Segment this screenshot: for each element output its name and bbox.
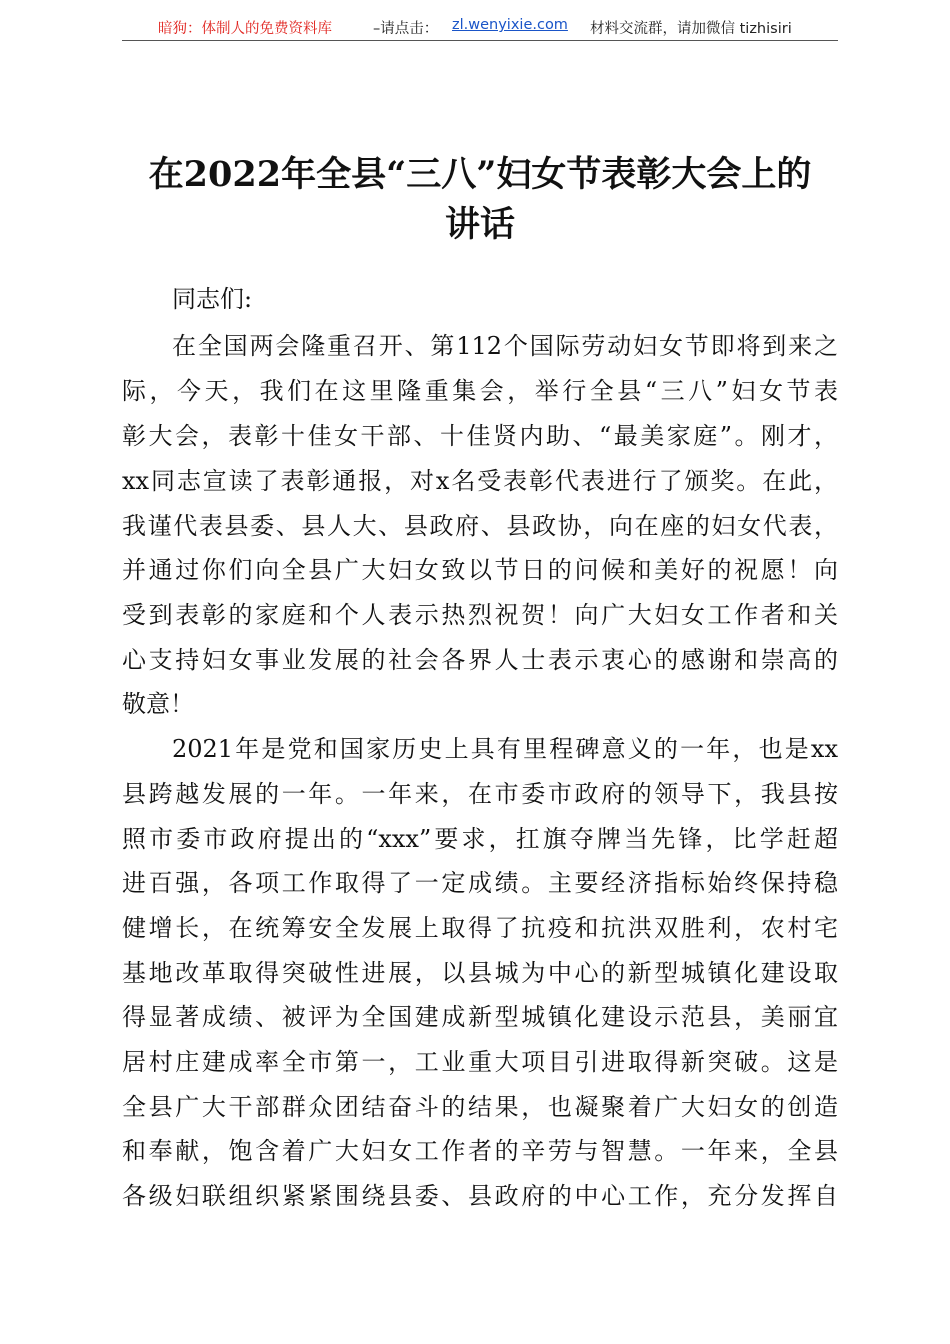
body-line: xx同志宣读了表彰通报，对x名受表彰代表进行了颁奖。在此，: [122, 467, 838, 495]
body-line: 县跨越发展的一年。一年来，在市委市政府的领导下，我县按: [122, 780, 838, 808]
body-line: 各级妇联组织紧紧围绕县委、县政府的中心工作，充分发挥自: [122, 1182, 838, 1210]
document-title-line-1: 在2022年全县“三八”妇女节表彰大会上的: [148, 154, 812, 195]
body-line: 受到表彰的家庭和个人表示热烈祝贺！向广大妇女工作者和关: [122, 601, 838, 629]
body-line: 和奉献，饱含着广大妇女工作者的辛劳与智慧。一年来，全县: [122, 1137, 838, 1165]
body-line: 基地改革取得突破性进展，以县城为中心的新型城镇化建设取: [122, 959, 838, 987]
body-line: 居村庄建成率全市第一，工业重大项目引进取得新突破。这是: [122, 1048, 838, 1076]
header-click-prefix: –请点击：: [373, 21, 439, 37]
page-header: [122, 14, 838, 41]
header-group-info: 材料交流群，请加微信 tizhisiri: [590, 21, 792, 37]
body-line: 全县广大干部群众团结奋斗的结果，也凝聚着广大妇女的创造: [122, 1093, 838, 1121]
body-line: 我谨代表县委、县人大、县政府、县政协，向在座的妇女代表，: [122, 512, 838, 540]
header-brand: 暗狗：体制人的免费资料库: [158, 21, 332, 37]
body-line: 并通过你们向全县广大妇女致以节日的问候和美好的祝愿！向: [122, 556, 838, 584]
body-line: 进百强，各项工作取得了一定成绩。主要经济指标始终保持稳: [122, 869, 838, 897]
body-line: 健增长，在统筹安全发展上取得了抗疫和抗洪双胜利，农村宅: [122, 914, 838, 942]
document-title-line-2: 讲话: [444, 204, 515, 245]
body-line: 得显著成绩、被评为全国建成新型城镇化建设示范县，美丽宜: [122, 1003, 838, 1031]
body-line: 际，今天，我们在这里隆重集会，举行全县“三八”妇女节表: [122, 377, 838, 405]
body-line: 2021年是党和国家历史上具有里程碑意义的一年，也是xx: [172, 735, 838, 763]
body-line: 敬意！: [122, 690, 194, 718]
header-link[interactable]: zl.wenyixie.com: [452, 17, 568, 33]
body-line: 彰大会，表彰十佳女干部、十佳贤内助、“最美家庭”。刚才，: [122, 422, 838, 450]
body-line: 心支持妇女事业发展的社会各界人士表示衷心的感谢和崇高的: [122, 646, 838, 674]
salutation: 同志们:: [172, 285, 253, 313]
body-line: 照市委市政府提出的“xxx”要求，扛旗夺牌当先锋，比学赶超: [122, 825, 838, 853]
body-line: 在全国两会隆重召开、第112个国际劳动妇女节即将到来之: [172, 332, 838, 360]
